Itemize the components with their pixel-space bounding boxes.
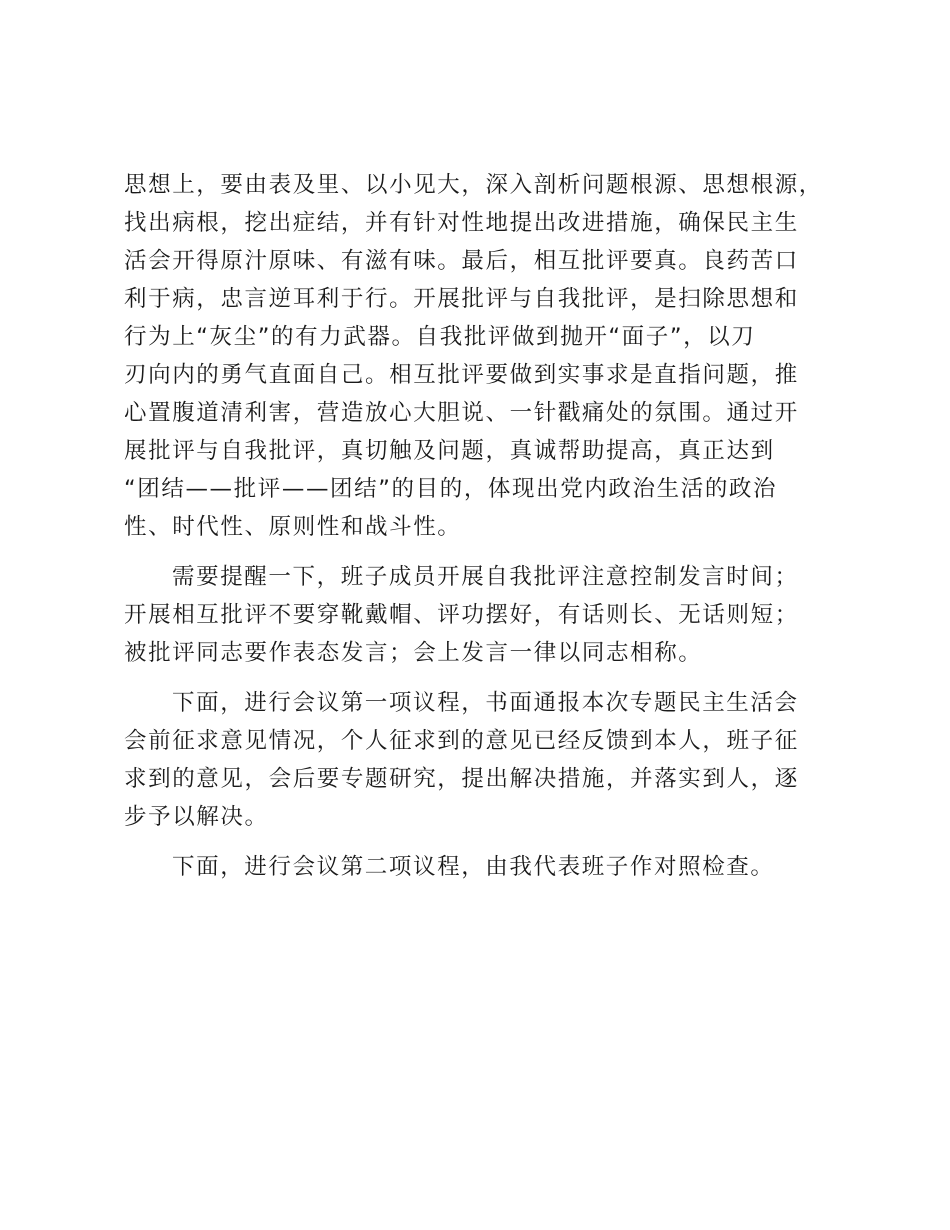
text-line: 展批评与自我批评，真切触及问题，真诚帮助提高，真正达到 [124, 438, 775, 464]
text-line: “团结——批评——团结”的目的，体现出党内政治生活的政治 [124, 476, 778, 502]
text-line: 心置腹道清利害，营造放心大胆说、一针戳痛处的氛围。通过开 [124, 400, 799, 426]
text-line: 被批评同志要作表态发言；会上发言一律以同志相称。 [124, 640, 703, 666]
paragraph-reminder [124, 558, 836, 672]
paragraph-agenda-item-two [124, 848, 836, 886]
text-line: 求到的意见，会后要专题研究，提出解决措施，并落实到人，逐 [124, 766, 799, 792]
text-line: 开展相互批评不要穿靴戴帽、评功摆好，有话则长、无话则短； [124, 602, 799, 628]
text-line: 会前征求意见情况，个人征求到的意见已经反馈到本人，班子征 [124, 728, 799, 754]
paragraph-agenda-item-one [124, 684, 836, 836]
text-line: 找出病根，挖出症结，并有针对性地提出改进措施，确保民主生 [124, 210, 799, 236]
text-line: 刃向内的勇气直面自己。相互批评要做到实事求是直指问题，推 [124, 362, 799, 388]
text-line: 需要提醒一下，班子成员开展自我批评注意控制发言时间； [172, 564, 799, 590]
text-line: 下面，进行会议第二项议程，由我代表班子作对照检查。 [172, 854, 775, 880]
text-line: 行为上“灰尘”的有力武器。自我批评做到抛开“面子”，以刀 [124, 324, 756, 350]
text-line: 性、时代性、原则性和战斗性。 [124, 514, 462, 540]
text-line: 下面，进行会议第一项议程，书面通报本次专题民主生活会 [172, 690, 799, 716]
paragraph-criticism-principles [124, 166, 836, 546]
text-line: 利于病，忠言逆耳利于行。开展批评与自我批评，是扫除思想和 [124, 286, 799, 312]
document-body [124, 166, 836, 886]
text-line: 思想上，要由表及里、以小见大，深入剖析问题根源、思想根源， [124, 172, 823, 198]
text-line: 步予以解决。 [124, 804, 269, 830]
text-line: 活会开得原汁原味、有滋有味。最后，相互批评要真。良药苦口 [124, 248, 799, 274]
